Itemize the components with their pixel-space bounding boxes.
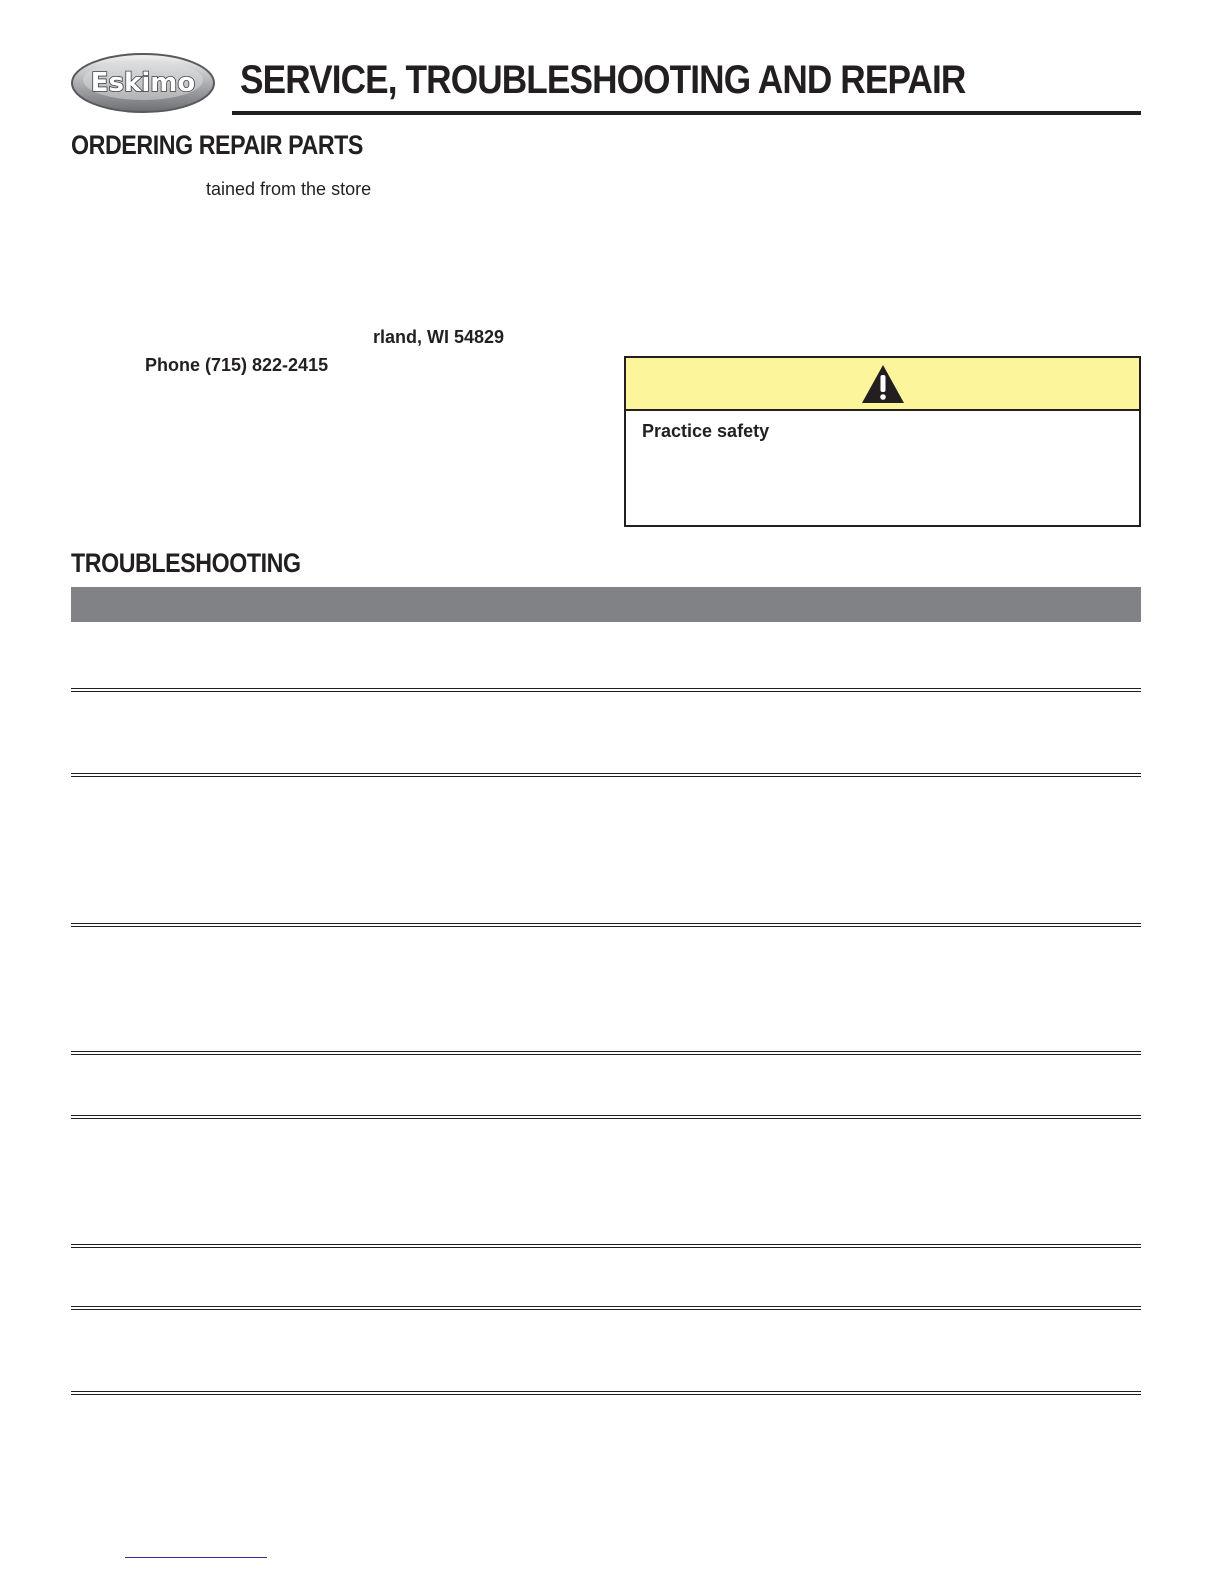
ordering-store-text: tained from the store: [206, 179, 372, 199]
troubleshooting-heading: TROUBLESHOOTING: [71, 548, 301, 578]
link-underline[interactable]: [125, 1557, 267, 1558]
table-row-divider: [71, 1391, 1141, 1395]
ordering-address-text: rland, WI 54829: [373, 327, 505, 347]
table-row-divider: [71, 1306, 1141, 1310]
warning-text: Practice safety: [642, 421, 770, 441]
warning-triangle-icon: [860, 363, 906, 405]
eskimo-logo: [70, 52, 216, 114]
ordering-heading: ORDERING REPAIR PARTS: [71, 130, 363, 160]
table-row-divider: [71, 773, 1141, 777]
table-row-divider: [71, 923, 1141, 927]
page-title: SERVICE, TROUBLESHOOTING AND REPAIR: [240, 58, 966, 102]
table-row-divider: [71, 1244, 1141, 1248]
svg-text:Eskimo: Eskimo: [90, 68, 196, 98]
table-row-divider: [71, 1115, 1141, 1119]
warning-header: [626, 358, 1139, 411]
title-rule: [232, 111, 1141, 115]
table-row-divider: [71, 1051, 1141, 1055]
ordering-phone-text: Phone (715) 822-2415: [145, 355, 329, 375]
table-row-divider: [71, 688, 1141, 692]
troubleshooting-table-header: [71, 587, 1141, 622]
warning-box: [624, 356, 1141, 527]
